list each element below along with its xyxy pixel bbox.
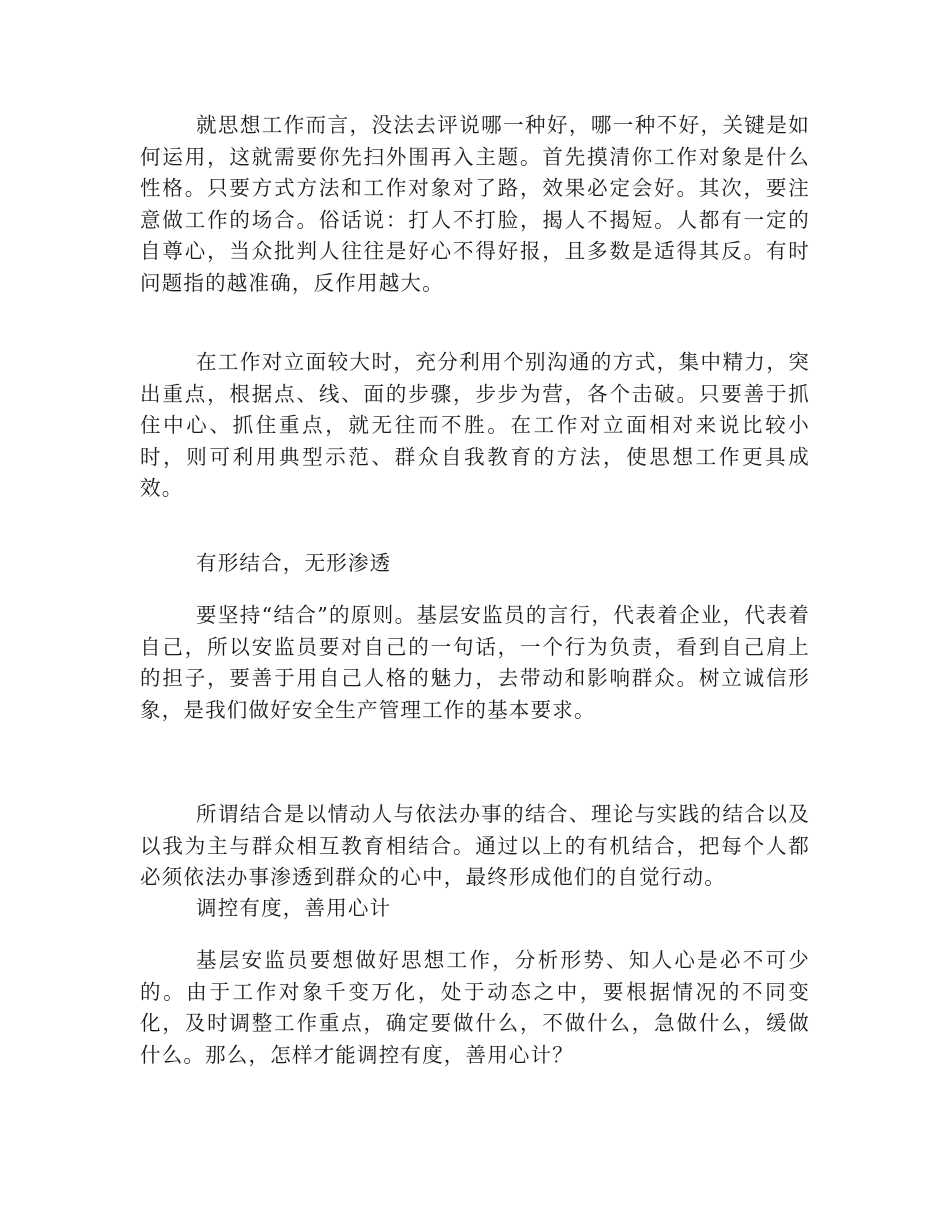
paragraph: 基层安监员要想做好思想工作，分析形势、知人心是必不可少的。由于工作对象千变万化，处于动态之中，要根据情况的不同变化，及时调整工作重点，确定要做什么，不做什么，急做什么，缓做什么。那么，怎样才能调控有度，善用心计？ <box>140 948 810 1067</box>
paragraph: 在工作对立面较大时，充分利用个别沟通的方式，集中精力，突出重点，根据点、线、面的步骤，步步为营，各个击破。只要善于抓住中心、抓住重点，就无往而不胜。在工作对立面相对来说比较小时，则可利用典型示范、群众自我教育的方法，使思想工作更具成效。 <box>140 350 810 500</box>
section-heading: 调控有度，善用心计 <box>196 896 392 920</box>
paragraph: 就思想工作而言，没法去评说哪一种好，哪一种不好，关键是如何运用，这就需要你先扫外围再入主题。首先摸清你工作对象是什么性格。只要方式方法和工作对象对了路，效果必定会好。其次，要注意做工作的场合。俗话说：打人不打脸，揭人不揭短。人都有一定的自尊心，当众批判人往往是好心不得好报，且多数是适得其反。有时问题指的越准确，反作用越大。 <box>140 113 810 295</box>
paragraph: 要坚持“结合”的原则。基层安监员的言行，代表着企业，代表着自己，所以安监员要对自己的一句话，一个行为负责，看到自己肩上的担子，要善于用自己人格的魅力，去带动和影响群众。树立诚信形象，是我们做好安全生产管理工作的基本要求。 <box>140 603 810 722</box>
section-heading: 有形结合，无形渗透 <box>196 551 392 575</box>
paragraph: 所谓结合是以情动人与依法办事的结合、理论与实践的结合以及以我为主与群众相互教育相结合。通过以上的有机结合，把每个人都必须依法办事渗透到群众的心中，最终形成他们的自觉行动。 <box>140 802 810 889</box>
